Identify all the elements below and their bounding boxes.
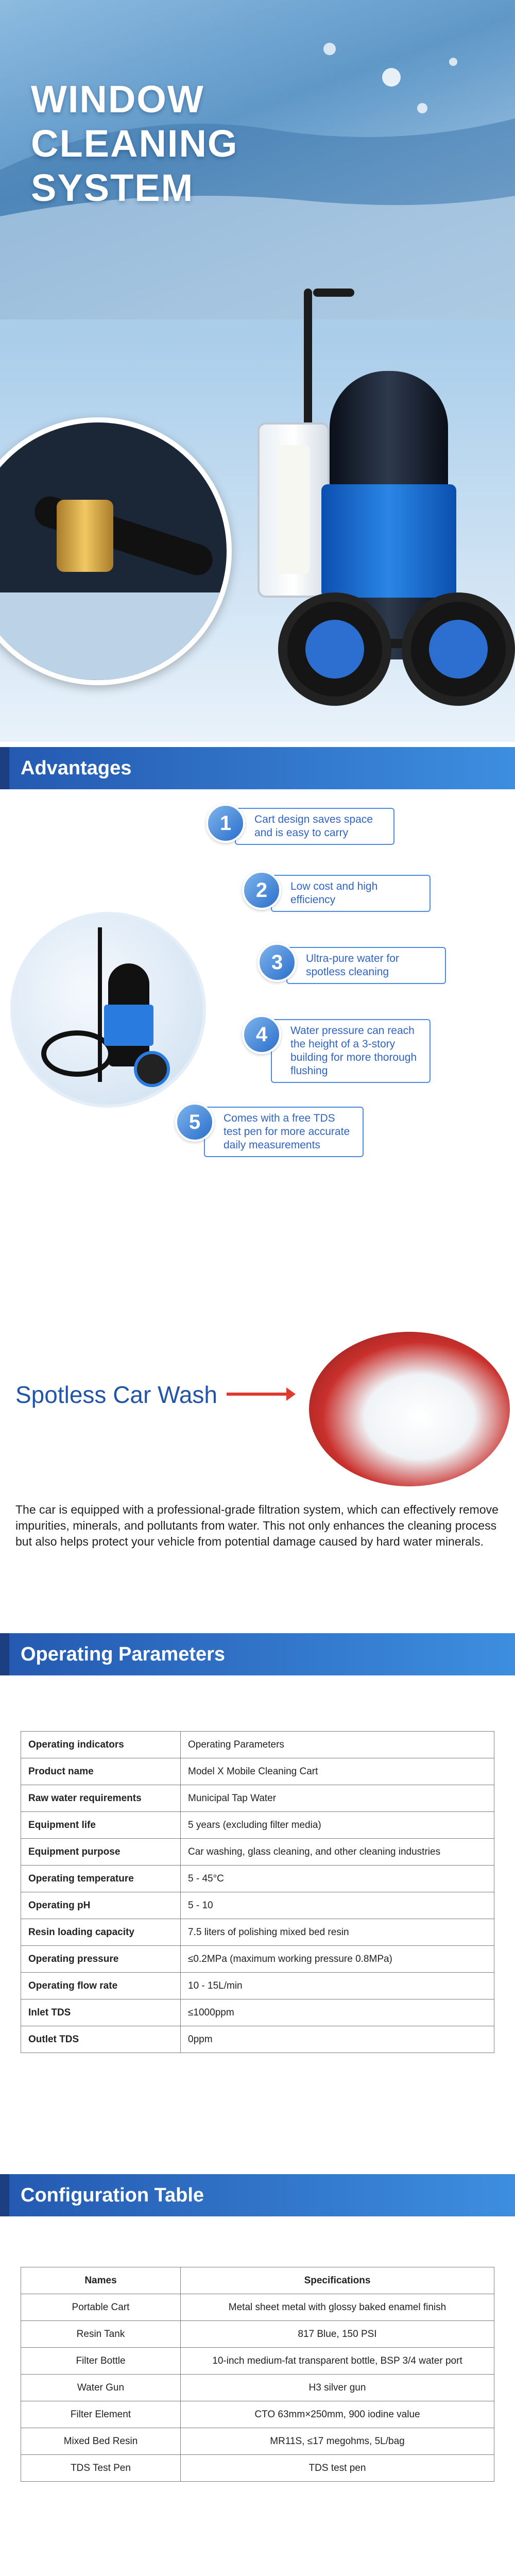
advantage-item-4 — [242, 1015, 515, 1077]
advantage-item-1 — [206, 804, 494, 855]
parameter-value: 0ppm — [181, 2026, 494, 2053]
advantage-number: 1 — [206, 804, 245, 843]
car-wash-description: The car is equipped with a professional-grade filtration system, which can effectively remove impurities, minerals, and pollutants from water. This not only enhances the cleaning process but also helps protect your vehicle from potential damage caused by hard water minerals. — [15, 1503, 499, 1548]
component-specification: 817 Blue, 150 PSI — [181, 2321, 494, 2348]
spotless-car-wash-title: Spotless Car Wash — [15, 1381, 217, 1408]
component-name: Water Gun — [21, 2375, 181, 2401]
advantage-item-5 — [175, 1103, 464, 1154]
parameter-name: Outlet TDS — [21, 2026, 181, 2053]
parameter-name: Equipment purpose — [21, 1839, 181, 1866]
advantages-banner — [0, 747, 515, 789]
parameter-name: Operating temperature — [21, 1866, 181, 1892]
table-row — [21, 2375, 494, 2401]
component-specification: TDS test pen — [181, 2455, 494, 2482]
cart-wheel-left — [278, 592, 391, 706]
table-row — [21, 1919, 494, 1946]
hero-title-line-2: CLEANING — [31, 122, 238, 165]
component-name: Filter Bottle — [21, 2348, 181, 2375]
advantage-number: 2 — [242, 871, 281, 910]
component-specification: MR11S, ≤17 megohms, 5L/bag — [181, 2428, 494, 2455]
operating-parameters-heading: Operating Parameters — [21, 1643, 226, 1665]
column-header-names: Names — [21, 2267, 181, 2294]
car-wash-spray-image — [309, 1332, 510, 1486]
hero-title-line-1: WINDOW — [31, 78, 204, 121]
table-row — [21, 2348, 494, 2375]
parameter-name: Inlet TDS — [21, 1999, 181, 2026]
parameter-name: Equipment life — [21, 1812, 181, 1839]
table-row — [21, 1973, 494, 1999]
filter-bottle — [258, 422, 330, 598]
cart-wheel-right — [402, 592, 515, 706]
advantage-number: 3 — [258, 943, 297, 982]
table-row — [21, 1866, 494, 1892]
component-name: TDS Test Pen — [21, 2455, 181, 2482]
table-header-row — [21, 2267, 494, 2294]
table-row — [21, 2026, 494, 2053]
component-name: Filter Element — [21, 2401, 181, 2428]
parameter-name: Product name — [21, 1758, 181, 1785]
component-name: Resin Tank — [21, 2321, 181, 2348]
table-row — [21, 1892, 494, 1919]
advantages-section — [0, 793, 515, 1548]
hero-section — [0, 0, 515, 742]
advantages-heading: Advantages — [21, 757, 132, 779]
parameter-value: Municipal Tap Water — [181, 1785, 494, 1812]
hero-title-line-3: SYSTEM — [31, 166, 194, 209]
mini-cart-icon — [77, 927, 170, 1092]
parameter-value: 5 - 10 — [181, 1892, 494, 1919]
advantage-text: Ultra-pure water for spotless cleaning — [286, 947, 446, 984]
parameter-value: ≤0.2MPa (maximum working pressure 0.8MPa) — [181, 1946, 494, 1973]
table-row — [21, 1999, 494, 2026]
advantage-text: Low cost and high efficiency — [271, 875, 431, 912]
table-row — [21, 1812, 494, 1839]
advantage-text: Comes with a free TDS test pen for more accurate daily measurements — [204, 1107, 364, 1157]
configuration-table — [21, 2267, 494, 2482]
hose-connector-closeup — [0, 417, 232, 685]
table-row — [21, 2455, 494, 2482]
parameter-value: Operating Parameters — [181, 1732, 494, 1758]
parameter-name: Resin loading capacity — [21, 1919, 181, 1946]
component-name: Portable Cart — [21, 2294, 181, 2321]
arrow-right-icon — [227, 1393, 288, 1396]
component-specification: Metal sheet metal with glossy baked enamel finish — [181, 2294, 494, 2321]
advantage-item-2 — [242, 871, 515, 922]
parameter-name: Raw water requirements — [21, 1785, 181, 1812]
parameter-name: Operating indicators — [21, 1732, 181, 1758]
parameter-name: Operating flow rate — [21, 1973, 181, 1999]
table-row — [21, 2428, 494, 2455]
table-row — [21, 2321, 494, 2348]
table-row — [21, 2294, 494, 2321]
component-specification: CTO 63mm×250mm, 900 iodine value — [181, 2401, 494, 2428]
parameter-value: 7.5 liters of polishing mixed bed resin — [181, 1919, 494, 1946]
parameter-name: Operating pH — [21, 1892, 181, 1919]
advantage-text: Water pressure can reach the height of a 3-story building for more thorough flushing — [271, 1019, 431, 1083]
component-specification: 10-inch medium-fat transparent bottle, BSP 3/4 water port — [181, 2348, 494, 2375]
advantage-number: 4 — [242, 1015, 281, 1054]
operating-parameters-table — [21, 1731, 494, 2053]
parameter-value: Model X Mobile Cleaning Cart — [181, 1758, 494, 1785]
parameter-name: Operating pressure — [21, 1946, 181, 1973]
parameter-value: 5 years (excluding filter media) — [181, 1812, 494, 1839]
advantage-item-3 — [258, 943, 515, 994]
configuration-table-heading: Configuration Table — [21, 2184, 204, 2206]
advantage-text: Cart design saves space and is easy to carry — [235, 808, 394, 845]
table-row — [21, 1758, 494, 1785]
table-row — [21, 2401, 494, 2428]
parameter-value: Car washing, glass cleaning, and other cleaning industries — [181, 1839, 494, 1866]
hero-title — [31, 77, 238, 210]
parameter-value: 10 - 15L/min — [181, 1973, 494, 1999]
parameter-value: 5 - 45°C — [181, 1866, 494, 1892]
column-header-specifications: Specifications — [181, 2267, 494, 2294]
table-row — [21, 1732, 494, 1758]
component-specification: H3 silver gun — [181, 2375, 494, 2401]
table-row — [21, 1946, 494, 1973]
configuration-table-banner — [0, 2174, 515, 2216]
table-row — [21, 1839, 494, 1866]
component-name: Mixed Bed Resin — [21, 2428, 181, 2455]
table-row — [21, 1785, 494, 1812]
advantage-number: 5 — [175, 1103, 214, 1142]
operating-parameters-banner — [0, 1633, 515, 1675]
parameter-value: ≤1000ppm — [181, 1999, 494, 2026]
